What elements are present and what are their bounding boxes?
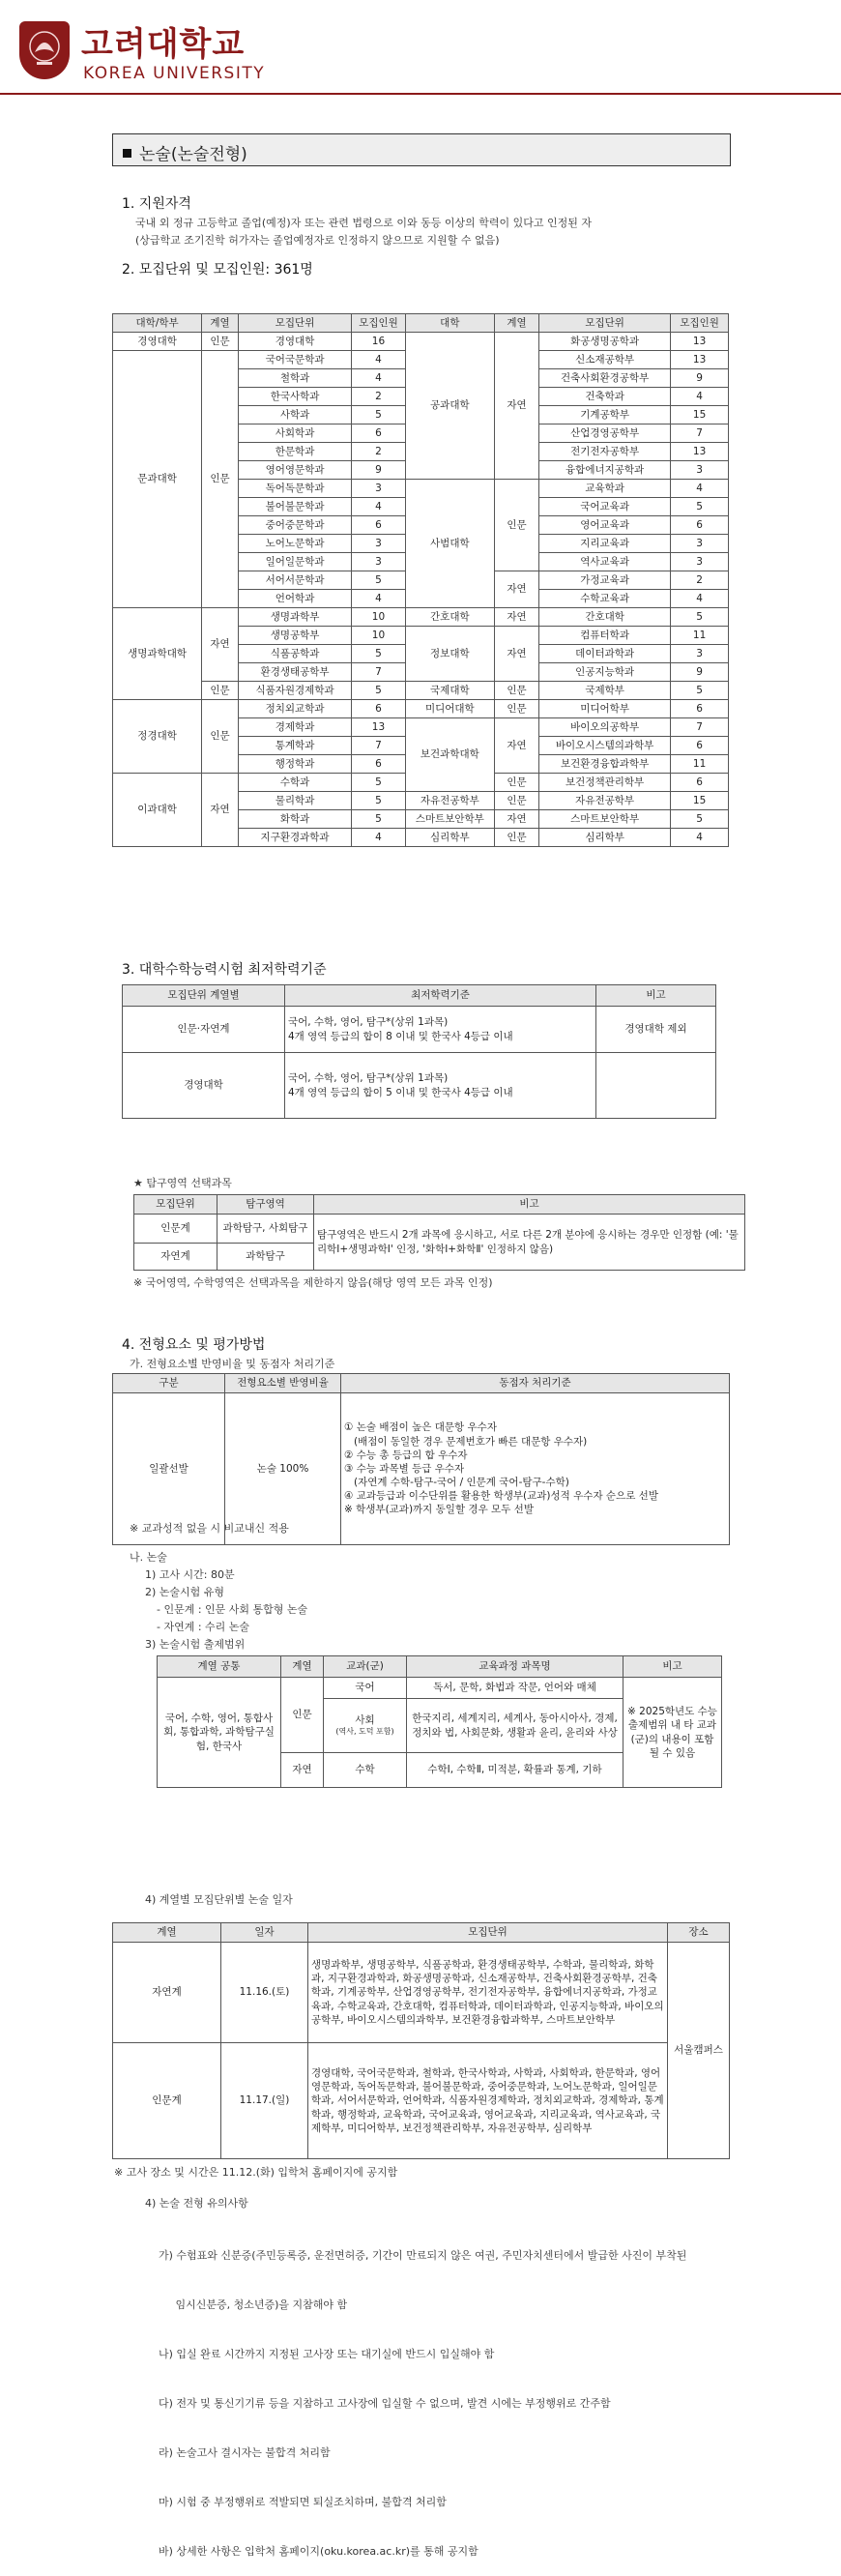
min-header-remark: 비고: [596, 985, 716, 1007]
range-common: 국어, 수학, 영어, 통합사회, 통합과학, 과학탐구실험, 한국사: [158, 1678, 281, 1788]
quota-track: 인문: [494, 700, 538, 718]
university-seal-icon: [19, 21, 70, 79]
quota-college: 문과대학: [113, 351, 202, 608]
date-day: 11.16.(토): [221, 1943, 308, 2043]
min-header-criteria: 최저학력기준: [285, 985, 596, 1007]
quota-count: 2: [352, 443, 406, 461]
quota-unit: 영어영문학과: [238, 461, 351, 480]
quota-count: 15: [671, 792, 729, 810]
quota-unit: 건축사회환경공학부: [539, 369, 671, 388]
quota-count: 4: [671, 388, 729, 406]
min-row-criteria: 국어, 수학, 영어, 탐구*(상위 1과목) 4개 영역 등급의 합이 5 이내 및 한국사 4등급 이내: [285, 1053, 596, 1119]
min-row-unit: 경영대학: [123, 1053, 285, 1119]
date-track: 자연계: [113, 1943, 221, 2043]
range-header-remark: 비고: [624, 1656, 722, 1678]
quota-count: 11: [671, 755, 729, 774]
quota-unit: 바이오의공학부: [539, 718, 671, 737]
caution-item: 가) 수험표와 신분증(주민등록증, 운전면허증, 기간이 만료되지 않은 여권, 주민자치센터에서 발급한 사진이 부착된: [159, 2249, 687, 2262]
quota-unit: 심리학부: [539, 829, 671, 847]
min-row-criteria: 국어, 수학, 영어, 탐구*(상위 1과목) 4개 영역 등급의 합이 8 이내 및 한국사 4등급 이내: [285, 1007, 596, 1053]
eval-header-criteria: 동점자 처리기준: [341, 1374, 730, 1393]
quota-header: 모집인원: [352, 314, 406, 333]
quota-unit: 식품자원경제학과: [238, 682, 351, 700]
quota-count: 6: [671, 737, 729, 755]
quota-count: 6: [352, 424, 406, 443]
quota-unit: 인공지능학과: [539, 663, 671, 682]
quota-header: 모집단위: [539, 314, 671, 333]
quota-count: 6: [352, 700, 406, 718]
quota-count: 5: [352, 571, 406, 590]
range-courses: 한국지리, 세계지리, 세계사, 동아시아사, 경제, 정치와 법, 사회문화, 생활과 윤리, 윤리와 사상: [407, 1699, 624, 1753]
quota-count: 16: [352, 333, 406, 351]
range-track-humanities: 인문: [281, 1678, 324, 1753]
quota-track: 자연: [202, 608, 239, 682]
quota-unit: 통계학과: [238, 737, 351, 755]
quota-unit: 한문학과: [238, 443, 351, 461]
quota-count: 13: [671, 333, 729, 351]
quota-count: 15: [671, 406, 729, 424]
s1-heading: 1. 지원자격: [122, 196, 191, 212]
section-title-text: 논술(논술전형): [139, 145, 247, 164]
quota-track: 자연: [494, 571, 538, 608]
s4-sub-a: 가. 전형요소별 반영비율 및 동점자 처리기준: [130, 1358, 335, 1370]
quota-count: 6: [671, 774, 729, 792]
quota-unit: 컴퓨터학과: [539, 627, 671, 645]
quota-count: 5: [352, 810, 406, 829]
quota-track: 자연: [494, 810, 538, 829]
quota-college: 공과대학: [405, 333, 494, 480]
quota-unit: 수학교육과: [539, 590, 671, 608]
quota-unit: 언어학과: [238, 590, 351, 608]
quota-row: [113, 333, 729, 351]
quota-count: 6: [671, 516, 729, 535]
quota-count: 4: [671, 480, 729, 498]
quota-count: 10: [352, 608, 406, 627]
quota-count: 6: [671, 700, 729, 718]
quota-count: 3: [671, 553, 729, 571]
s3-heading: 3. 대학수학능력시험 최저학력기준: [122, 962, 327, 978]
quota-unit: 화학과: [238, 810, 351, 829]
quota-unit: 중어중문학과: [238, 516, 351, 535]
star-remark: 탐구영역은 반드시 2개 과목에 응시하고, 서로 다른 2개 분야에 응시하는 경우만 인정함 (예: '물리학Ⅰ+생명과학Ⅰ' 인정, '화학Ⅰ+화학Ⅱ' 인정하지 않음): [314, 1215, 745, 1271]
star-row-unit: 인문계: [134, 1215, 218, 1244]
quota-unit: 환경생태공학부: [238, 663, 351, 682]
quota-count: 13: [671, 443, 729, 461]
quota-count: 4: [352, 829, 406, 847]
quota-college: 경영대학: [113, 333, 202, 351]
quota-unit: 독어독문학과: [238, 480, 351, 498]
star-row-area: 과학탐구: [218, 1244, 314, 1271]
s4-b2a: - 인문계 : 인문 사회 통합형 논술: [157, 1603, 308, 1616]
caution-list: [159, 2214, 686, 2576]
logo-korean: 고려대학교: [81, 25, 246, 64]
quota-row: [113, 608, 729, 627]
quota-count: 2: [671, 571, 729, 590]
star-header-area: 탐구영역: [218, 1195, 314, 1215]
quota-unit: 전기전자공학부: [539, 443, 671, 461]
s3-note: ※ 국어영역, 수학영역은 선택과목을 제한하지 않음(해당 영역 모든 과목 인정): [133, 1276, 493, 1289]
quota-unit: 데이터과학과: [539, 645, 671, 663]
quota-count: 7: [671, 424, 729, 443]
quota-college: 정보대학: [405, 627, 494, 682]
quota-count: 5: [671, 682, 729, 700]
star-row-unit: 자연계: [134, 1244, 218, 1271]
quota-track: 인문: [202, 333, 239, 351]
s1-line1: 국내 외 정규 고등학교 졸업(예정)자 또는 관련 법령으로 이와 동등 이상의 학력이 있다고 인정된 자: [135, 217, 592, 229]
quota-count: 5: [671, 608, 729, 627]
caution-item: 나) 입실 완료 시간까지 지정된 고사장 또는 대기실에 반드시 입실해야 함: [159, 2348, 495, 2360]
page-header: [0, 0, 841, 95]
s4-b2b: - 자연계 : 수리 논술: [157, 1621, 250, 1633]
quota-count: 13: [671, 351, 729, 369]
quota-unit: 국어국문학과: [238, 351, 351, 369]
quota-count: 3: [352, 480, 406, 498]
section-title: [112, 133, 731, 166]
quota-count: 2: [352, 388, 406, 406]
quota-unit: 보건정책관리학부: [539, 774, 671, 792]
quota-unit: 건축학과: [539, 388, 671, 406]
quota-track: 인문: [494, 774, 538, 792]
s4-heading: 4. 전형요소 및 평가방법: [122, 1337, 266, 1353]
quota-count: 4: [352, 590, 406, 608]
quota-count: 3: [671, 535, 729, 553]
quota-unit: 국제학부: [539, 682, 671, 700]
quota-track: 인문: [494, 829, 538, 847]
quota-count: 11: [671, 627, 729, 645]
date-units: 경영대학, 국어국문학과, 철학과, 한국사학과, 사학과, 사회학과, 한문학과, 영어영문학과, 독어독문학과, 불어불문학과, 중어중문학과, 노어노문학과, 일어일문학과, 서어서문학과, 언어학과, 식품자원경제학과, 정치외교학과, 경제학과, 통계학과, 행정학과, 교육학과, 국어교육과, 영어교육과, 지리교육과, 역사교육과, 국제학부, 미디어학부, 보건정책관리학부, 자유전공학부, 심리학부: [308, 2043, 668, 2159]
quota-header: 모집단위: [238, 314, 351, 333]
quota-track: 자연: [494, 718, 538, 774]
s4-b3: 3) 논술시험 출제범위: [145, 1638, 246, 1651]
quota-unit: 경영대학: [238, 333, 351, 351]
quota-unit: 경제학과: [238, 718, 351, 737]
eval-ratio: 논술 100%: [225, 1393, 341, 1545]
quota-count: 3: [352, 535, 406, 553]
quota-count: 5: [352, 645, 406, 663]
range-subject: 국어: [324, 1678, 407, 1699]
quota-count: 4: [352, 498, 406, 516]
quota-count: 5: [352, 792, 406, 810]
quota-unit: 간호대학: [539, 608, 671, 627]
quota-unit: 교육학과: [539, 480, 671, 498]
quota-track: 자연: [202, 774, 239, 847]
quota-unit: 식품공학과: [238, 645, 351, 663]
s4-b1: 1) 고사 시간: 80분: [145, 1568, 235, 1581]
quota-unit: 서어서문학과: [238, 571, 351, 590]
quota-unit: 불어불문학과: [238, 498, 351, 516]
date-track: 인문계: [113, 2043, 221, 2159]
quota-count: 7: [671, 718, 729, 737]
min-header-unit: 모집단위 계열별: [123, 985, 285, 1007]
quota-header: 계열: [494, 314, 538, 333]
quota-unit: 철학과: [238, 369, 351, 388]
quota-count: 5: [671, 810, 729, 829]
quota-count: 5: [671, 498, 729, 516]
range-courses: 독서, 문학, 화법과 작문, 언어와 매체: [407, 1678, 624, 1699]
tie-break-criteria: ① 논술 배점이 높은 대문항 우수자 (배점이 동일한 경우 문제번호가 빠른 대문항 우수자) ② 수능 총 등급의 합 우수자 ③ 수능 과목별 등급 우수자 (자연계 수학-탐구-국어 / 인문계 국어-탐구-수학) ④ 교과등급과 이수단위를 활용한 학생부(교과)성적 우수자 순으로 선발 ※ 학생부(교과)까지 동일할 경우 모두 선발: [341, 1393, 730, 1545]
s4-b2: 2) 논술시험 유형: [145, 1586, 225, 1598]
quota-college: 간호대학: [405, 608, 494, 627]
quota-unit: 바이오시스템의과학부: [539, 737, 671, 755]
star-header-unit: 모집단위: [134, 1195, 218, 1215]
range-header-common: 계열 공통: [158, 1656, 281, 1678]
quota-unit: 국어교육과: [539, 498, 671, 516]
quota-track: 자연: [494, 627, 538, 682]
caution-item: 임시신분증, 청소년증)을 지참해야 함: [159, 2298, 348, 2311]
quota-college: 사범대학: [405, 480, 494, 608]
quota-count: 4: [671, 829, 729, 847]
eval-header-ratio: 전형요소별 반영비율: [225, 1374, 341, 1393]
quota-unit: 사회학과: [238, 424, 351, 443]
quota-count: 5: [352, 774, 406, 792]
quota-track: 인문: [494, 792, 538, 810]
quota-track: 자연: [494, 608, 538, 627]
date-header-place: 장소: [668, 1923, 730, 1943]
quota-college: 자유전공학부: [405, 792, 494, 810]
quota-count: 9: [671, 369, 729, 388]
quota-unit: 수학과: [238, 774, 351, 792]
range-courses: 수학Ⅰ, 수학Ⅱ, 미적분, 확률과 통계, 기하: [407, 1753, 624, 1788]
quota-track: 인문: [202, 700, 239, 774]
quota-track: 인문: [494, 480, 538, 571]
quota-unit: 화공생명공학과: [539, 333, 671, 351]
quota-unit: 보건환경융합과학부: [539, 755, 671, 774]
range-subject: 사회 (역사, 도덕 포함): [324, 1699, 407, 1753]
range-header-track: 계열: [281, 1656, 324, 1678]
s1-line2: (상급학교 조기진학 허가자는 졸업예정자로 인정하지 않으므로 지원할 수 없음): [135, 234, 500, 247]
star-title: ★ 탐구영역 선택과목: [133, 1177, 232, 1189]
quota-count: 10: [352, 627, 406, 645]
quota-header: 대학/학부: [113, 314, 202, 333]
quota-header: 계열: [202, 314, 239, 333]
caution-item: 마) 시험 중 부정행위로 적발되면 퇴실조치하며, 불합격 처리함: [159, 2496, 447, 2508]
quota-unit: 노어노문학과: [238, 535, 351, 553]
quota-unit: 영어교육과: [539, 516, 671, 535]
quota-row: [113, 700, 729, 718]
quota-track: 인문: [202, 351, 239, 608]
quota-count: 6: [352, 755, 406, 774]
date-note: ※ 고사 장소 및 시간은 11.12.(화) 입학처 홈페이지에 공지함: [114, 2166, 398, 2179]
date-header-track: 계열: [113, 1923, 221, 1943]
quota-count: 4: [352, 351, 406, 369]
date-header-units: 모집단위: [308, 1923, 668, 1943]
min-score-table: [122, 984, 716, 1119]
range-header-courses: 교육과정 과목명: [407, 1656, 624, 1678]
quota-header: 모집인원: [671, 314, 729, 333]
caution-item: 라) 논술고사 결시자는 불합격 처리함: [159, 2446, 331, 2459]
quota-unit: 생명공학부: [238, 627, 351, 645]
s4-a-note: ※ 교과성적 없을 시 비교내신 적용: [130, 1522, 289, 1535]
quota-unit: 한국사학과: [238, 388, 351, 406]
quota-college: 국제대학: [405, 682, 494, 700]
quota-unit: 물리학과: [238, 792, 351, 810]
quota-count: 5: [352, 406, 406, 424]
quota-unit: 정치외교학과: [238, 700, 351, 718]
quota-track: 자연: [494, 333, 538, 480]
s4-sub-b: 나. 논술: [130, 1551, 167, 1564]
logo-english: KOREA UNIVERSITY: [83, 64, 266, 83]
quota-unit: 자유전공학부: [539, 792, 671, 810]
s4-b4: 4) 계열별 모집단위별 논술 일자: [145, 1893, 293, 1906]
quota-college: 생명과학대학: [113, 608, 202, 700]
quota-count: 3: [671, 461, 729, 480]
star-header-remark: 비고: [314, 1195, 745, 1215]
quota-count: 4: [352, 369, 406, 388]
min-row-unit: 인문·자연계: [123, 1007, 285, 1053]
quota-unit: 일어일문학과: [238, 553, 351, 571]
quota-unit: 지구환경과학과: [238, 829, 351, 847]
date-day: 11.17.(일): [221, 2043, 308, 2159]
quota-college: 이과대학: [113, 774, 202, 847]
quota-unit: 역사교육과: [539, 553, 671, 571]
quota-count: 7: [352, 663, 406, 682]
quota-unit: 가정교육과: [539, 571, 671, 590]
quota-count: 3: [352, 553, 406, 571]
square-bullet-icon: [123, 149, 131, 158]
exam-date-table: [112, 1922, 730, 2159]
inquiry-subject-table: [133, 1194, 745, 1271]
s2-heading: 2. 모집단위 및 모집인원: 361명: [122, 262, 313, 278]
quota-college: 심리학부: [405, 829, 494, 847]
date-units: 생명과학부, 생명공학부, 식품공학과, 환경생태공학부, 수학과, 물리학과, 화학과, 지구환경과학과, 화공생명공학과, 신소재공학부, 건축사회환경공학부, 건축학과, 기계공학부, 산업경영공학부, 전기전자공학부, 융합에너지공학과, 가정교육과, 수학교육과, 간호대학, 컴퓨터학과, 데이터과학과, 인공지능학과, 바이오의공학부, 바이오시스템의과학부, 보건환경융합과학부, 스마트보안학부: [308, 1943, 668, 2043]
quota-table: [112, 313, 729, 847]
quota-header: 대학: [405, 314, 494, 333]
quota-unit: 지리교육과: [539, 535, 671, 553]
quota-college: 정경대학: [113, 700, 202, 774]
quota-unit: 미디어학부: [539, 700, 671, 718]
quota-row: [113, 682, 729, 700]
quota-unit: 신소재공학부: [539, 351, 671, 369]
star-row-area: 과학탐구, 사회탐구: [218, 1215, 314, 1244]
range-subject: 수학: [324, 1753, 407, 1788]
exam-range-table: [157, 1655, 722, 1788]
quota-track: 인문: [202, 682, 239, 700]
quota-college: 보건과학대학: [405, 718, 494, 792]
quota-count: 7: [352, 737, 406, 755]
quota-unit: 스마트보안학부: [539, 810, 671, 829]
quota-count: 13: [352, 718, 406, 737]
caution-item: 다) 전자 및 통신기기류 등을 지참하고 고사장에 입실할 수 없으며, 발견 시에는 부정행위로 간주함: [159, 2397, 611, 2410]
quota-unit: 생명과학부: [238, 608, 351, 627]
quota-count: 6: [352, 516, 406, 535]
quota-count: 4: [671, 590, 729, 608]
range-remark: ※ 2025학년도 수능 출제범위 내 타 교과(군)의 내용이 포함될 수 있음: [624, 1678, 722, 1788]
date-place: 서울캠퍼스: [668, 1943, 730, 2159]
caution-item: 바) 상세한 사항은 입학처 홈페이지(oku.korea.ac.kr)를 통해 공지함: [159, 2545, 478, 2558]
quota-count: 3: [671, 645, 729, 663]
range-track-natural: 자연: [281, 1753, 324, 1788]
eval-header-type: 구분: [113, 1374, 225, 1393]
quota-count: 9: [671, 663, 729, 682]
eval-type: 일괄선발: [113, 1393, 225, 1545]
min-row-remark: [596, 1053, 716, 1119]
quota-unit: 사학과: [238, 406, 351, 424]
quota-unit: 융합에너지공학과: [539, 461, 671, 480]
quota-unit: 기계공학부: [539, 406, 671, 424]
date-header-date: 일자: [221, 1923, 308, 1943]
quota-track: 인문: [494, 682, 538, 700]
quota-college: 미디어대학: [405, 700, 494, 718]
quota-count: 9: [352, 461, 406, 480]
quota-count: 5: [352, 682, 406, 700]
quota-unit: 행정학과: [238, 755, 351, 774]
quota-unit: 산업경영공학부: [539, 424, 671, 443]
min-row-remark: 경영대학 제외: [596, 1007, 716, 1053]
range-header-subject: 교과(군): [324, 1656, 407, 1678]
s4-b5: 4) 논술 전형 유의사항: [145, 2197, 248, 2210]
quota-college: 스마트보안학부: [405, 810, 494, 829]
